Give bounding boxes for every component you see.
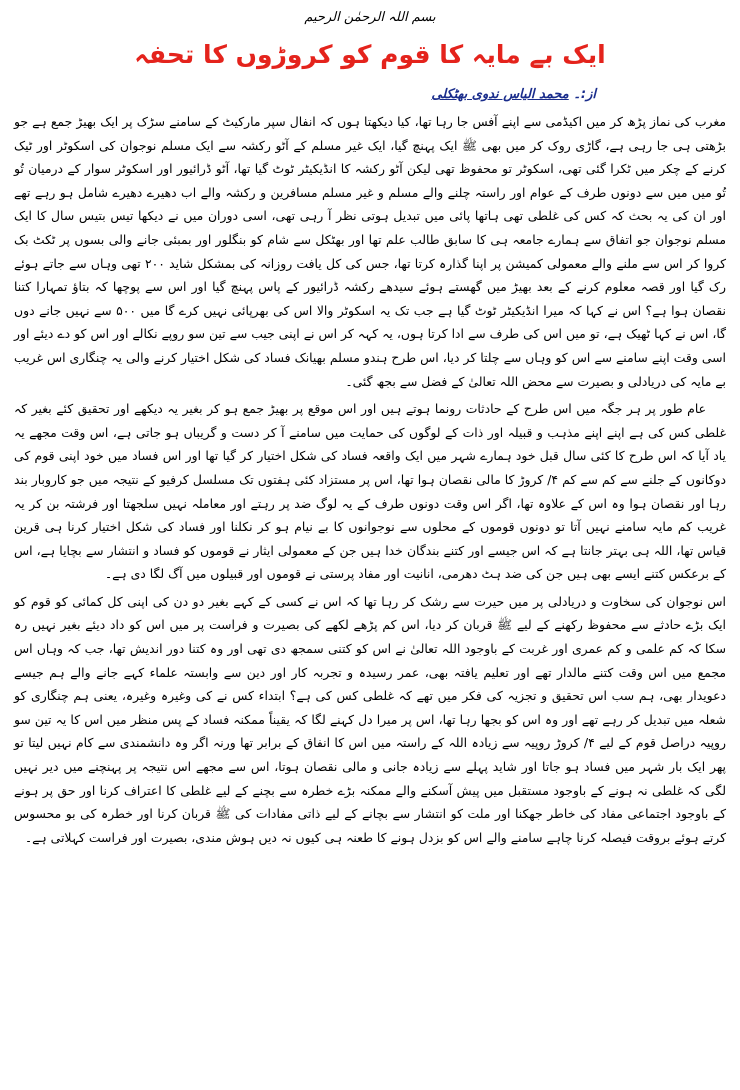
bismillah-heading: بسم اللہ الرحمٰن الرحیم xyxy=(304,10,436,25)
article-title: ایک بے مایہ کا قوم کو کروڑوں کا تحفہ xyxy=(134,40,606,69)
author-name: محمد الیاس ندوی بھٹکلی xyxy=(431,87,569,102)
author-prefix: از:۔ xyxy=(573,87,596,102)
paragraph-2: عام طور پر ہر جگہ میں اس طرح کے حادثات رونما ہوتے ہیں اور اس موقع پر بھیڑ جمع ہو کر بغیر یہ دیکھے اور تحقیق کئے بغیر کہ غلطی کس کی ہے اپنے اپنے مذہب و قبیلہ اور ذات کے لوگوں کی حمایت میں سامنے آ کر دست و گریباں ہو جاتی ہے، اس وقت مجھے یہ یاد آیا کہ اس طرح کا کئی سال قبل خود ہمارے شہر میں ایک واقعہ فساد کی شکل اختیار کر گیا تھا اور اس فساد میں خود اپنی قوم کی دوکانوں کے جلنے سے کم سے کم ۴/ کروڑ کا مالی نقصان ہوا تھا، اس پر مستزاد کئی ہفتوں تک مسلسل کرفیو کے نتیجہ میں جو کاروبار بند رہا اور نقصان ہوا وہ اس کے علاوہ تھا، اگر اس وقت دونوں طرف کے یہ لوگ ضد پر رہتے اور معاملہ نہیں سلجھتا اور فرشتہ بن کر یہ غریب کم مایہ سامنے نہیں آتا تو دونوں قوموں کے محلوں سے نوجوانوں کا بے نیام ہو کر نکلنا اور فساد کی شکل اختیار کرنا ہی قرین قیاس تھا، اللہ ہی بہتر جانتا ہے کہ اس جیسے اور کتنے بندگان خدا ہیں جن کے معمولی ایثار نے قوموں کو فساد و انتشار سے بچایا ہے، اس کے برعکس کتنے ایسے بھی ہیں جن کی ضد ہٹ دھرمی، انانیت اور مفاد پرستی نے قوموں اور قبیلوں میں آگ لگا دی ہے۔ xyxy=(14,401,726,582)
paragraph-1: مغرب کی نماز پڑھ کر میں اکیڈمی سے اپنے آفس جا رہا تھا، کیا دیکھتا ہوں کہ انفال سپر مارکیٹ کے سامنے سڑک پر ایک بھیڑ جمع ہے جو بڑھتی ہی جا رہی ہے، گاڑی روک کر میں بھی ﷺ ایک پہنچ گیا، ایک غیر مسلم کے آٹو رکشہ سے ایک مسلم نوجوان کی اسکوٹر اور ٹیک کرنے کے چکر میں ٹکرا گئی تھی، اسکوٹر تو محفوظ تھی لیکن آٹو رکشہ کا انڈیکیٹر ٹوٹ گیا تھا، آٹو ڈرائیور اور اسکوٹر سوار کے درمیان تُو تُو میں میں سے دونوں طرف کے عوام اور راستہ چلنے والے مسلم و غیر مسلم مسافرین و رکشہ والے اب دھیرے دھیرے شامل ہو رہے تھے اور ان کی یہ بحث کہ کس کی غلطی تھی ہاتھا پائی میں تبدیل ہوتی نظر آ رہی تھی، اسی دوران میں نے دیکھا تیس بتیس سال کا ایک مسلم نوجوان جو اتفاق سے ہمارے جامعہ ہی کا سابق طالب علم تھا اور بھٹکل سے شام کو بنگلور اور بمبئی جانے والی بسوں پر ٹکٹ بک کروا کر اس سے ملنے والے معمولی کمیشن پر اپنا گذارہ کرتا تھا، جس کی کل یافت روزانہ کی بمشکل شاید ۲۰۰ تھی وہاں سے جاتے ہوئے رک گیا اور قصہ معلوم کرنے کے بعد بھیڑ میں گھستے ہوئے سیدھے رکشہ ڈرائیور کے پاس پہنچ گیا اور اس سے پوچھا کہ بتاؤ تمہارا کتنا نقصان ہوا ہے؟ اس نے کہا کہ میرا انڈیکیٹر ٹوٹ گیا ہے جب تک یہ اسکوٹر والا اس کی بھرپائی نہیں کرے گا میں ۵۰۰ سے نہیں جانے دوں گا، اس نے کہا ٹھیک ہے، تو میں اس کی طرف سے ادا کرتا ہوں، یہ کہہ کر اس نے اپنی جیب سے تین سو روپے نکالے اور اس کو دے دیئے اور اسی وقت اپنے سامنے سے اس کو وہاں سے چلتا کر دیا، اس طرح ہندو مسلم بھیانک فساد کی شکل اختیار کرنے والی یہ چنگاری اس غریب بے مایہ کی دریادلی و بصیرت سے محض اللہ تعالیٰ کے فضل سے بجھ گئی۔ xyxy=(14,114,726,389)
article-body xyxy=(14,110,726,849)
paragraph-3: اس نوجوان کی سخاوت و دریادلی پر میں حیرت سے رشک کر رہا تھا کہ اس نے کسی کے کہے بغیر دو دن کی اپنی کل کمائی کو قوم کو ایک بڑے حادثے سے محفوظ رکھنے کے لیے ﷺ قربان کر دیا، اس کم پڑھے لکھے کی بصیرت و فراست پر میں اس کو داد دیئے بغیر نہیں رہ سکا کہ کم علمی و کم عمری اور غربت کے باوجود اللہ تعالیٰ نے اس کو کتنی سمجھ دی تھی اور وہ کتنا دور اندیش تھا، جب کہ وہاں اس مجمع میں اس وقت کتنے مالدار تھے اور تعلیم یافتہ بھی، عمر رسیدہ و تجربہ کار اور دین سے وابستہ علماء کہے جانے والے ہم جیسے دعویدار بھی، ہم سب اس تحقیق و تجزیہ کی فکر میں تھے کہ غلطی کس کی ہے؟ ابتداء کس نے کی وغیرہ وغیرہ، یعنی ہم چنگاری کو شعلہ میں تبدیل کر رہے تھے اور وہ اس کو بجھا رہا تھا، اس پر میرا دل کہنے لگا کہ یقیناً ممکنہ فساد کے پس منظر میں اس کا یہ تین سو روپیہ دراصل قوم کے لیے ۴/ کروڑ روپیہ سے زیادہ اللہ کے راستہ میں اس کا انفاق کے برابر تھا ورنہ اگر وہ دانشمندی سے کام نہیں لیتا تو پھر ایک بار شہر میں فساد ہو جاتا اور شاید پہلے سے زیادہ جانی و مالی نقصان ہوتا، اس سے مجھے اس نتیجہ پر پہنچنے میں دیر نہیں لگی کہ غلطی نہ ہونے کے باوجود مستقبل میں پیش آسکنے والے ممکنہ بڑے خطرہ سے بچنے کے لیے غلطی کا اعتراف کرنا اور حق پر ہونے کے باوجود اجتماعی مفاد کی خاطر جھکنا اور ملت کو انتشار سے بچانے کے لیے ذاتی مفادات کی ﷺ قربان کرنا اور خطرہ کی بو محسوس کرتے ہوئے بروقت فیصلہ کرنا چاہے سامنے والے اس کو بزدل ہونے کا طعنہ ہی کیوں نہ دیں ہوش مندی، بصیرت اور فراست کہلاتی ہے۔ xyxy=(14,593,727,845)
author-line xyxy=(14,82,726,110)
